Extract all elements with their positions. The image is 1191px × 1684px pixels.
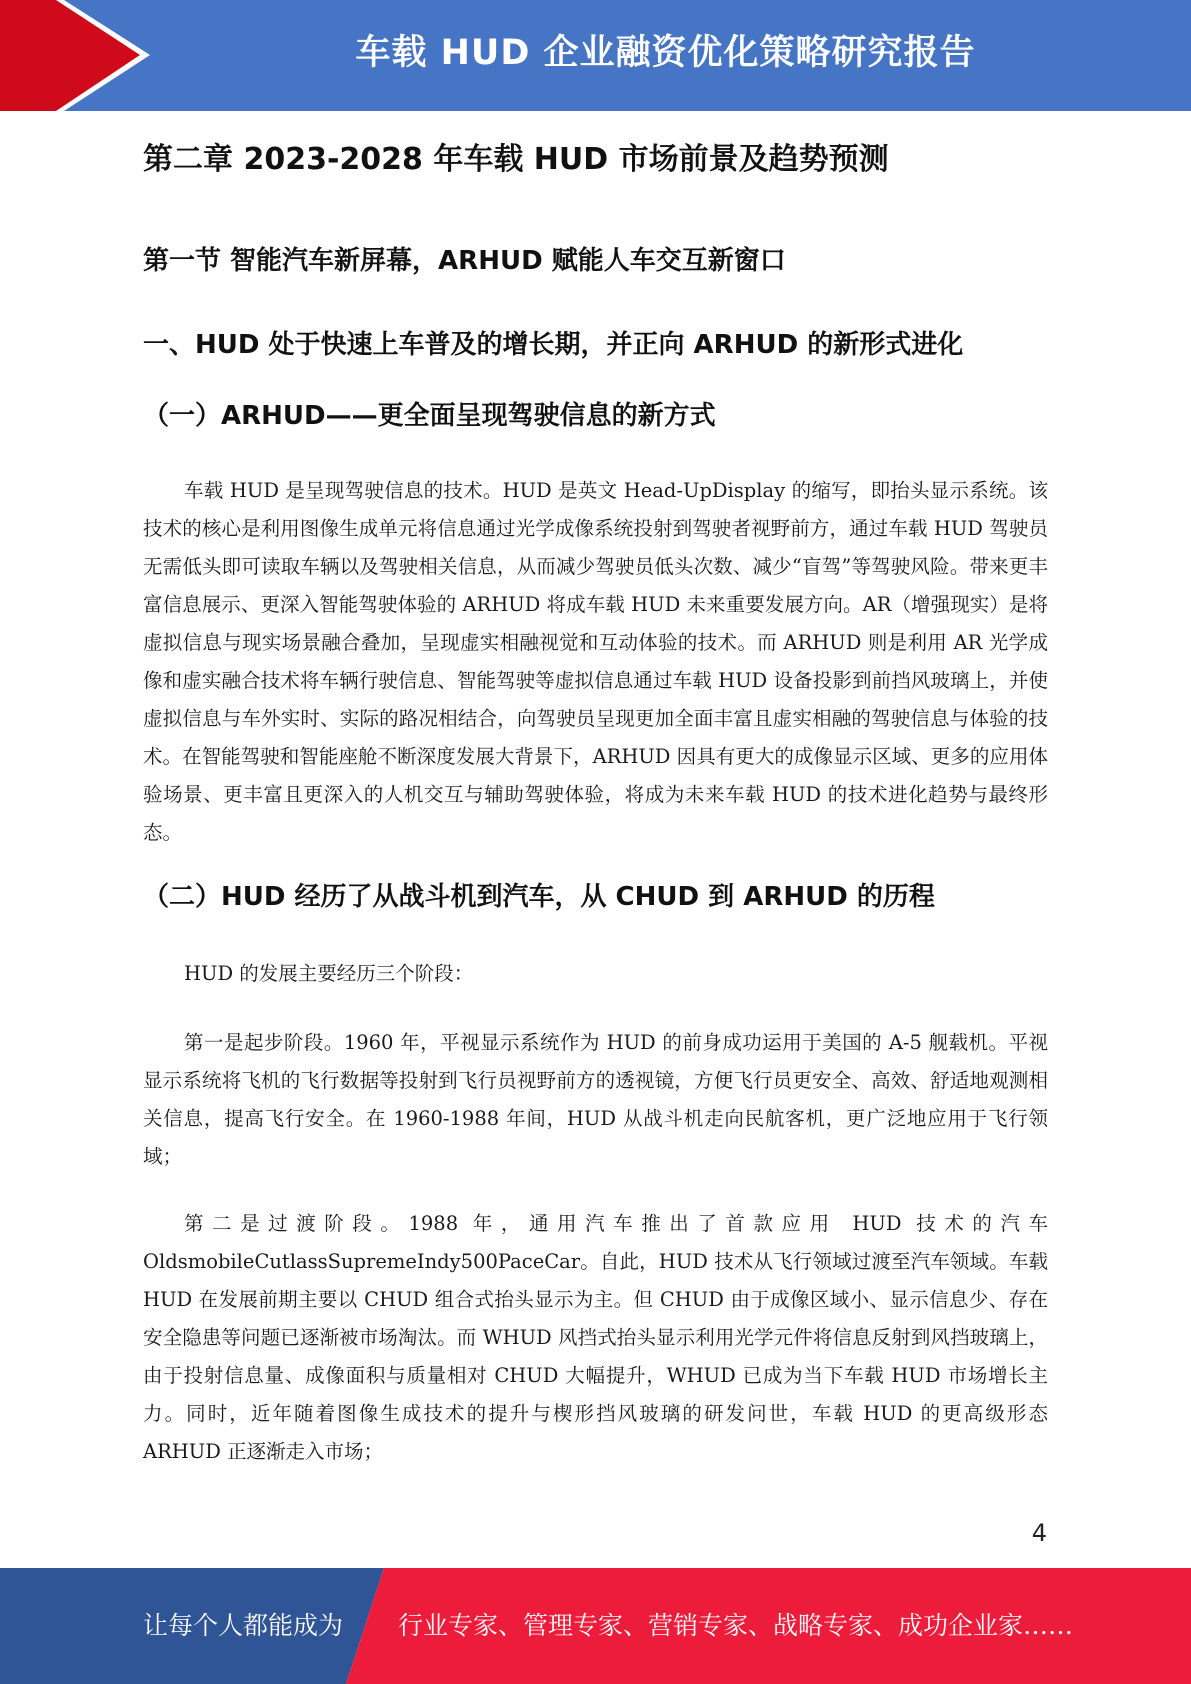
header-arrow-decoration (0, 0, 160, 111)
part2-title: （二）HUD 经历了从战斗机到汽车，从 CHUD 到 ARHUD 的历程 (143, 882, 935, 912)
sub-title: 一、HUD 处于快速上车普及的增长期，并正向 ARHUD 的新形式进化 (143, 330, 964, 360)
header-banner (0, 0, 1191, 111)
part1-title: （一）ARHUD——更全面呈现驾驶信息的新方式 (143, 401, 716, 431)
section-title: 第一节 智能汽车新屏幕，ARHUD 赋能人车交互新窗口 (143, 246, 786, 276)
footer-slogan-right: 行业专家、管理专家、营销专家、战略专家、成功企业家…… (398, 1611, 1074, 1640)
chapter-title: 第二章 2023-2028 年车载 HUD 市场前景及趋势预测 (143, 142, 889, 177)
part1-paragraph: 车载 HUD 是呈现驾驶信息的技术。HUD 是英文 Head-UpDisplay 的缩写，即抬头显示系统。该技术的核心是利用图像生成单元将信息通过光学成像系统投射到驾驶者视野前方，通过车载 HUD 驾驶员无需低头即可读取车辆以及驾驶相关信息，从而减少驾驶员低头次数、减少“盲驾”等驾驶风险。带来更丰富信息展示、更深入智能驾驶体验的 ARHUD 将成车载 HUD 未来重要发展方向。AR（增强现实）是将虚拟信息与现实场景融合叠加，呈现虚实相融视觉和互动体验的技术。而 ARHUD 则是利用 AR 光学成像和虚实融合技术将车辆行驶信息、智能驾驶等虚拟信息通过车载 HUD 设备投影到前挡风玻璃上，并使虚拟信息与车外实时、实际的路况相结合，向驾驶员呈现更加全面丰富且虚实相融的驾驶信息与体验的技术。在智能驾驶和智能座舱不断深度发展大背景下，ARHUD 因具有更大的成像显示区域、更多的应用体验场景、更丰富且更深入的人机交互与辅助驾驶体验，将成为未来车载 HUD 的技术进化趋势与最终形态。 (143, 479, 1048, 844)
footer-slogan-left: 让每个人都能成为 (143, 1611, 344, 1640)
report-title: 车载 HUD 企业融资优化策略研究报告 (355, 33, 976, 73)
part2-intro: HUD 的发展主要经历三个阶段： (184, 962, 474, 985)
page-number: 4 (1031, 1519, 1047, 1547)
part2-stage2: 第二是过渡阶段。1988 年，通用汽车推出了首款应用 HUD 技术的汽车 OldsmobileCutlassSupremeIndy500PaceCar。自此，HUD 技术从飞行领域过渡至汽车领域。车载 HUD 在发展前期主要以 CHUD 组合式抬头显示为主。但 CHUD 由于成像区域小、显示信息少、存在安全隐患等问题已逐渐被市场淘汰。而 WHUD 风挡式抬头显示利用光学元件将信息反射到风挡玻璃上，由于投射信息量、成像面积与质量相对 CHUD 大幅提升，WHUD 已成为当下车载 HUD 市场增长主力。同时，近年随着图像生成技术的提升与楔形挡风玻璃的研发问世，车载 HUD 的更高级形态 ARHUD 正逐渐走入市场； (143, 1212, 1048, 1463)
footer-banner (0, 1568, 1191, 1684)
part2-stage1: 第一是起步阶段。1960 年，平视显示系统作为 HUD 的前身成功运用于美国的 A-5 舰载机。平视显示系统将飞机的飞行数据等投射到飞行员视野前方的透视镜，方便飞行员更安全、高效、舒适地观测相关信息，提高飞行安全。在 1960-1988 年间，HUD 从战斗机走向民航客机，更广泛地应用于飞行领域； (143, 1031, 1048, 1168)
